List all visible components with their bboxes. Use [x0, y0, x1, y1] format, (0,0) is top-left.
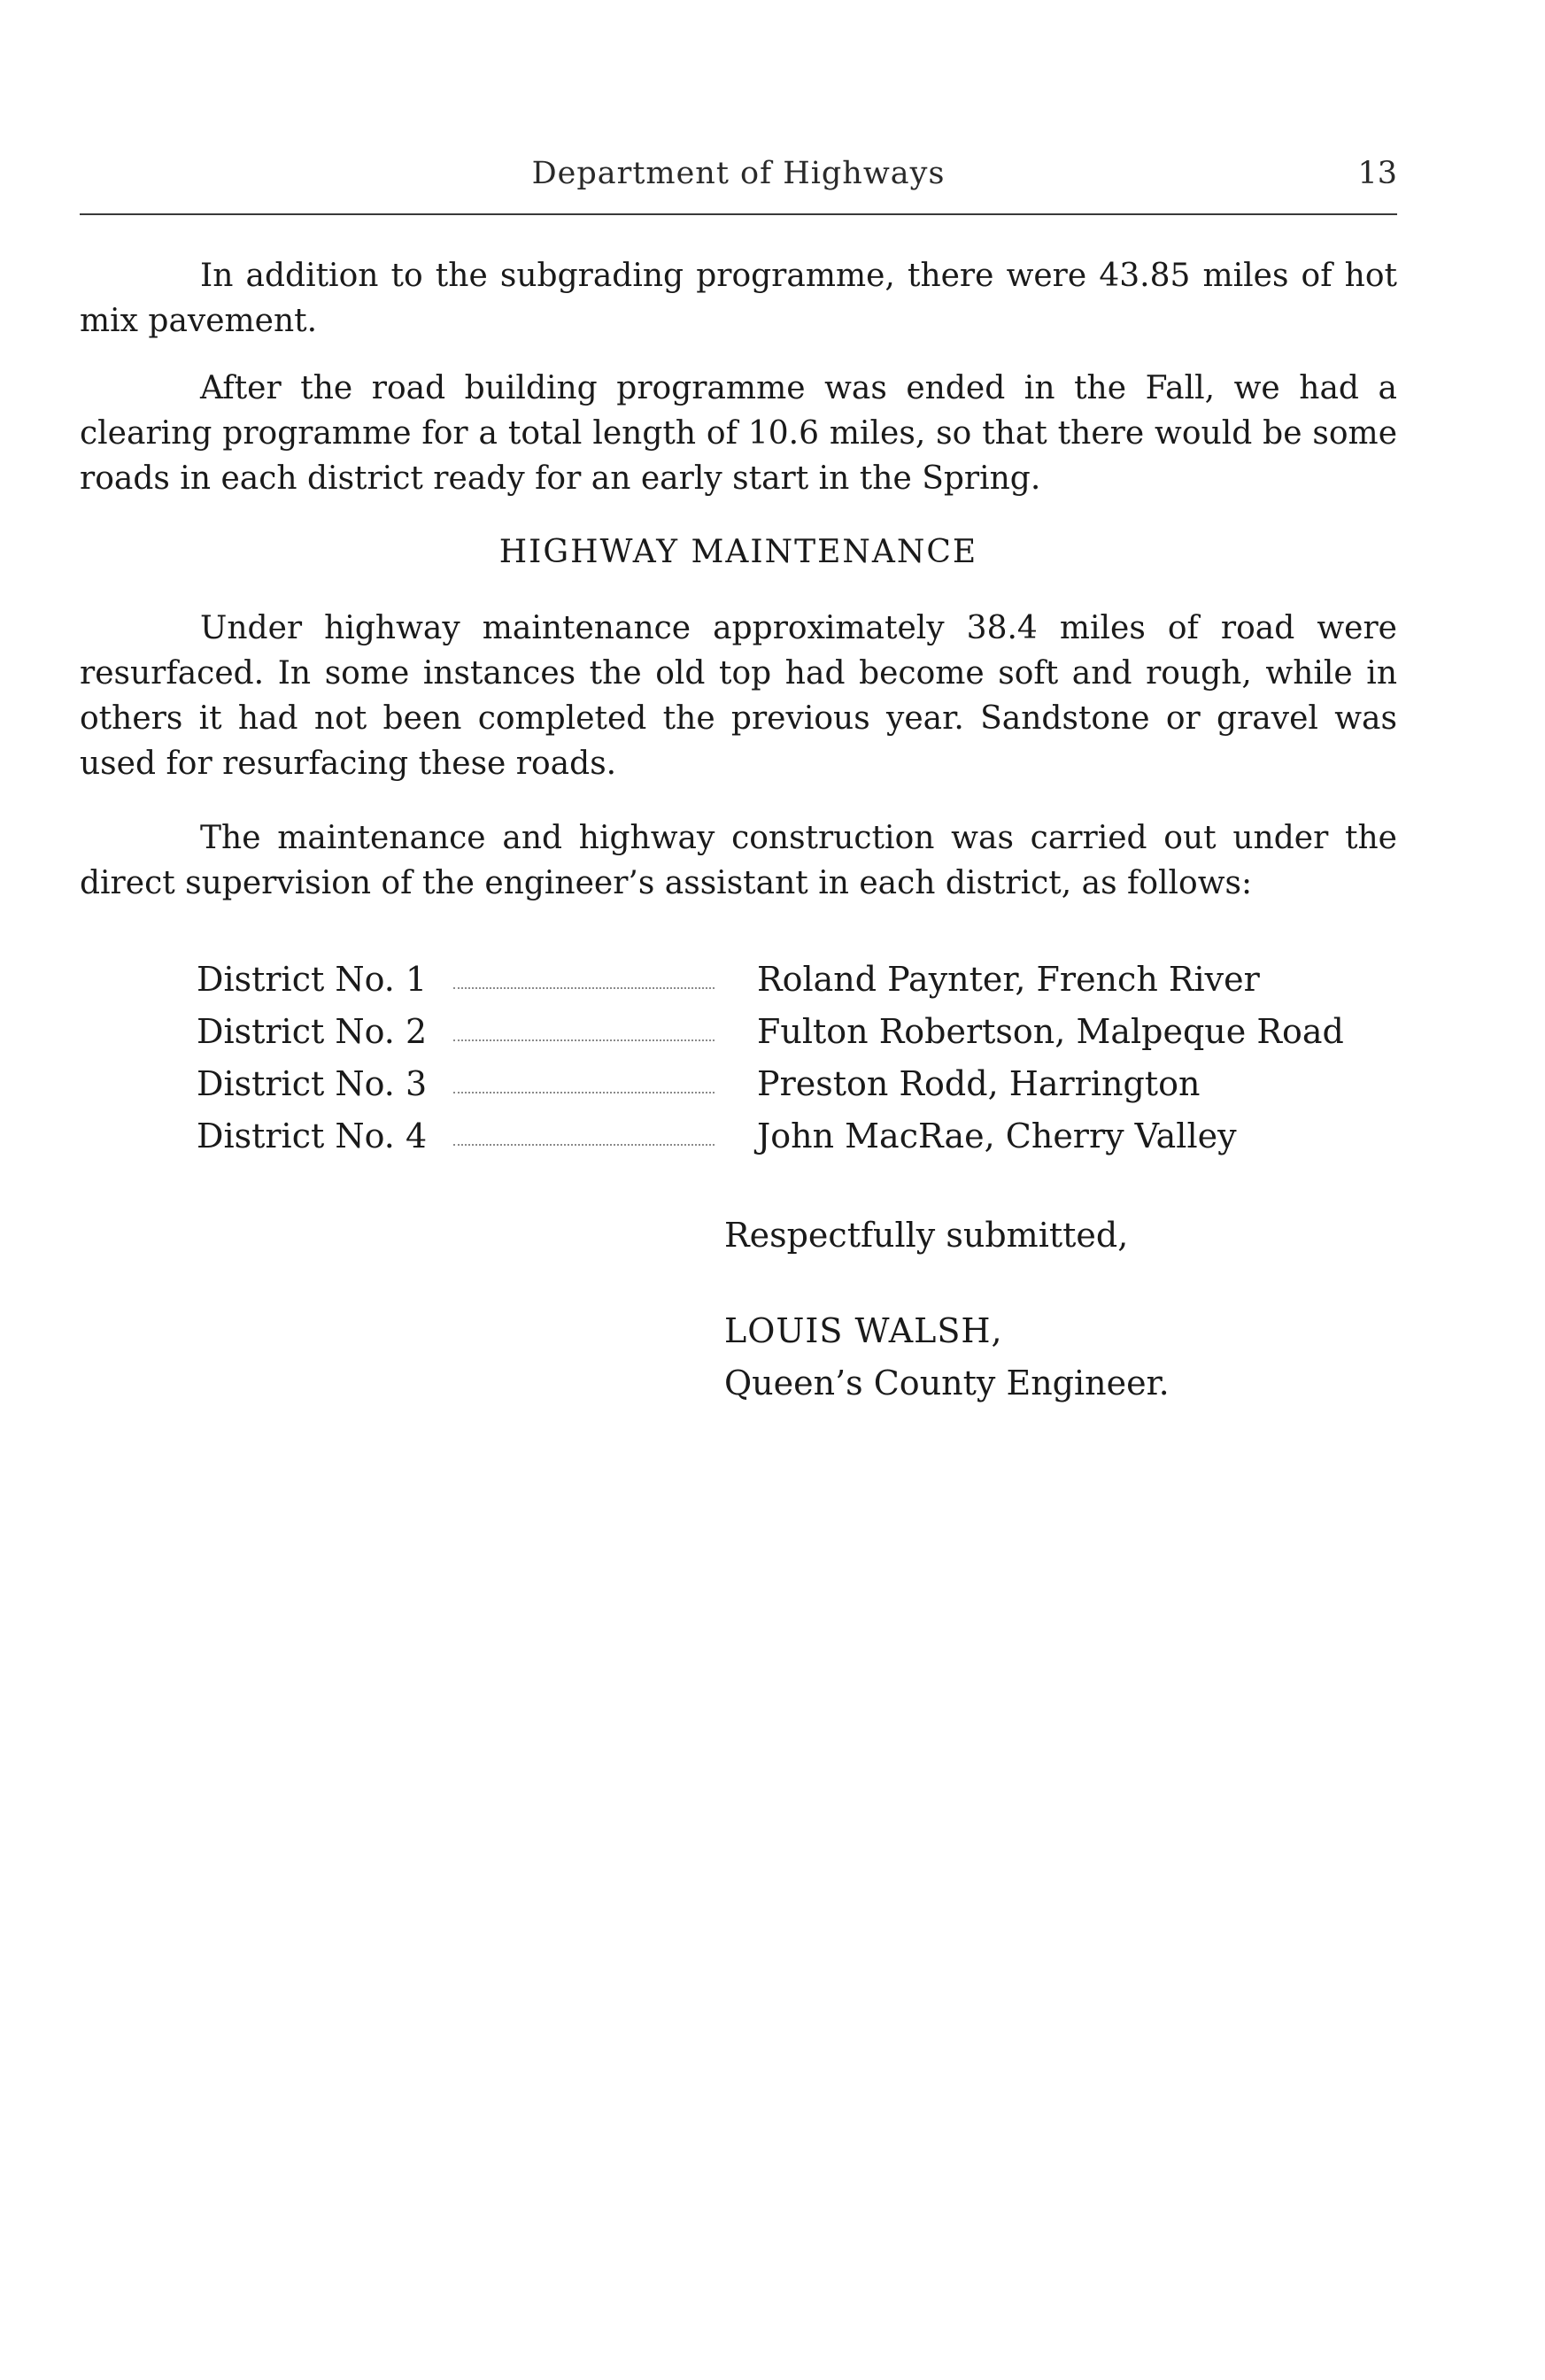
district-label: District No. 4 [197, 1117, 428, 1155]
district-row [197, 960, 1397, 1012]
district-row [197, 1012, 1397, 1064]
header-divider [80, 213, 1397, 215]
signer-title: Queen’s County Engineer. [724, 1364, 1170, 1402]
district-list [197, 960, 1397, 1169]
closing-salutation: Respectfully submitted, [724, 1216, 1129, 1255]
district-label: District No. 1 [197, 960, 428, 999]
district-assistant: Preston Rodd, Harrington [757, 1064, 1201, 1103]
paragraph-hot-mix-pavement: In addition to the subgrading programme, there were 43.85 miles of hot mix pavement. [80, 258, 1397, 339]
signer-name: LOUIS WALSH, [724, 1311, 1003, 1350]
district-label: District No. 2 [197, 1012, 428, 1051]
dot-leader [453, 1092, 715, 1093]
dot-leader [453, 1039, 715, 1041]
dot-leader [453, 987, 715, 989]
district-assistant: Fulton Robertson, Malpeque Road [757, 1012, 1344, 1051]
document-page [80, 0, 1397, 2380]
paragraph-resurfacing: Under highway maintenance approximately 38.4 miles of road were resurfaced. In some instances the old top had become soft and rough, while in others it had not been completed the previous year. Sandstone or gravel was used for resurfacing these roads. [80, 610, 1397, 782]
section-heading: HIGHWAY MAINTENANCE [498, 534, 978, 570]
district-assistant: Roland Paynter, French River [757, 960, 1260, 999]
district-label: District No. 3 [197, 1064, 428, 1103]
paragraph-supervision: The maintenance and highway construction was carried out under the direct supervision of the engineer’s assistant in each district, as follows: [80, 820, 1397, 901]
running-header [80, 156, 1397, 200]
dot-leader [453, 1144, 715, 1146]
running-title: Department of Highways [531, 156, 946, 191]
district-assistant: John MacRae, Cherry Valley [757, 1117, 1237, 1155]
page-number: 13 [1357, 156, 1397, 191]
paragraph-clearing-programme: After the road building programme was ended in the Fall, we had a clearing programme for a total length of 10.6 miles, so that there would be some roads in each district ready for an early start in the Spring. [80, 370, 1397, 497]
district-row [197, 1064, 1397, 1117]
district-row [197, 1117, 1397, 1169]
